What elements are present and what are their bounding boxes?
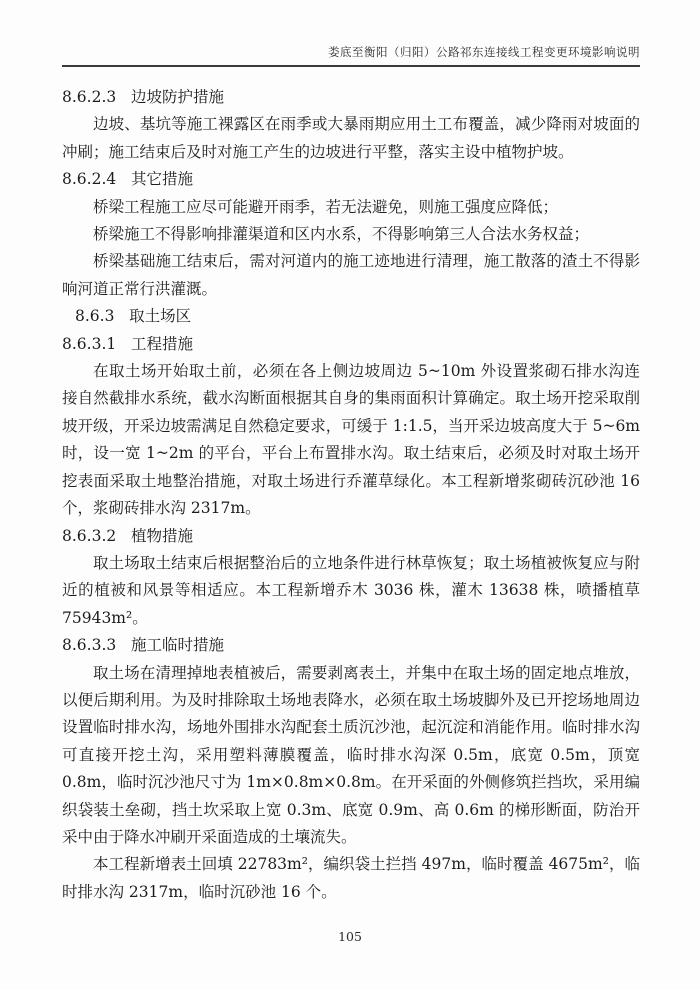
section-heading-8623 [62, 84, 640, 111]
paragraph: 桥梁工程施工应尽可能避开雨季，若无法避免，则施工强度应降低； [93, 197, 559, 216]
section-heading-8631 [62, 331, 640, 358]
section-heading-8633 [62, 632, 640, 659]
section-heading-8632 [62, 523, 640, 550]
paragraph: 取土场在清理掉地表植被后，需要剥离表土，并集中在取土场的固定地点堆放，以便后期利用。为及时排除取土场地表降水，必须在取土场坡脚外及已开挖场地周边设置临时排水沟，场地外围排水沟配套土质沉沙池，起沉淀和消能作用。临时排水沟可直接开挖土沟，采用塑料薄膜覆盖，临时排水沟深 0.5m，底宽 0.5m，顶宽 0.8m，临时沉沙池尺寸为 1m×0.8m×0.8m。在开采面的外侧修筑拦挡坎，采用编织袋装土垒砌，挡土坎采取上宽 0.3m、底宽 0.9m、高 0.6m 的梯形断面，防治开采中由于降水冲刷开采面造成的土壤流失。 [62, 663, 640, 846]
document-content [62, 84, 640, 906]
paragraph: 在取土场开始取土前，必须在各上侧边坡周边 5~10m 外设置浆砌石排水沟连接自然截排水系统，截水沟断面根据其自身的集雨面积计算确定。取土场开挖采取削坡开级，开采边坡需满足自然稳定要求，可缓于 1:1.5，当开采边坡高度大于 5~6m 时，设一宽 1~2m 的平台，平台上布置排水沟。取土结束后，必须及时对取土场开挖表面采取土地整治措施，对取土场进行乔灌草绿化。本工程新增浆砌砖沉砂池 16 个，浆砌砖排水沟 2317m。 [62, 362, 640, 518]
section-heading-863 [62, 303, 640, 330]
paragraph: 取土场取土结束后根据整治后的立地条件进行林草恢复；取土场植被恢复应与附近的植被和风景等相适应。本工程新增乔木 3036 株，灌木 13638 株，喷播植草 75943m²。 [62, 553, 640, 627]
heading-title: 取土场区 [129, 307, 192, 326]
page-header [62, 0, 640, 67]
heading-number: 8.6.3.2 [62, 526, 117, 545]
paragraph: 桥梁基础施工结束后，需对河道内的施工迹地进行清理，施工散落的渣土不得影响河道正常行洪灌溉。 [62, 252, 640, 298]
header-rule [62, 65, 640, 67]
header-title: 娄底至衡阳（归阳）公路祁东连接线工程变更环境影响说明 [328, 45, 640, 59]
section-heading-8624 [62, 166, 640, 193]
paragraph: 边坡、基坑等施工裸露区在雨季或大暴雨期应用土工布覆盖，减少降雨对坡面的冲刷；施工结束后及时对施工产生的边坡进行平整，落实主设中植物护坡。 [62, 115, 640, 161]
paragraph: 本工程新增表土回填 22783m²，编织袋土拦挡 497m，临时覆盖 4675m²，临时排水沟 2317m，临时沉砂池 16 个。 [62, 855, 640, 901]
heading-number: 8.6.3.1 [62, 334, 117, 353]
heading-number: 8.6.2.3 [62, 88, 117, 106]
page-number: 105 [338, 929, 362, 944]
heading-number: 8.6.2.4 [62, 170, 117, 189]
page-footer [0, 929, 700, 944]
heading-number: 8.6.3 [75, 307, 115, 326]
heading-title: 边坡防护措施 [130, 88, 224, 106]
heading-title: 其它措施 [130, 170, 193, 189]
heading-title: 植物措施 [130, 526, 193, 545]
heading-number: 8.6.3.3 [62, 636, 117, 655]
paragraph: 桥梁施工不得影响排灌渠道和区内水系，不得影响第三人合法水务权益； [93, 225, 590, 244]
heading-title: 工程措施 [130, 334, 193, 353]
heading-title: 施工临时措施 [130, 636, 224, 655]
